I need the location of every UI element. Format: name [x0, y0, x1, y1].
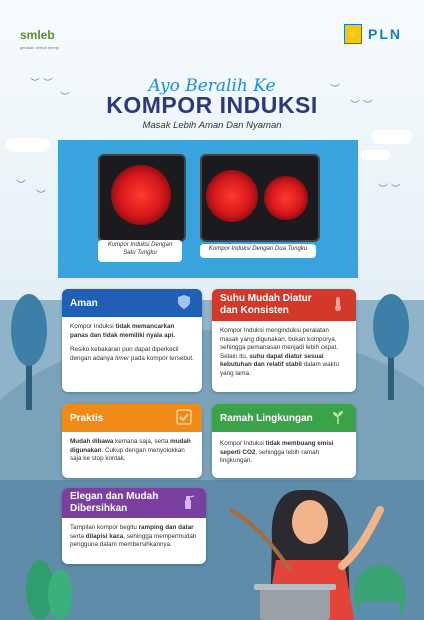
- card-praktis-header: [62, 404, 202, 432]
- card-praktis: [62, 404, 202, 478]
- card-aman-header: [62, 289, 202, 317]
- bird-icon: ︶: [330, 84, 340, 95]
- card-elegan-text: Tampilan kompor begitu ramping dan datar serta dilapisi kaca, sehingga mempermudah pengguna dalam membersihkannya.: [70, 524, 197, 548]
- card-aman-text: [70, 323, 194, 363]
- tree-right: [366, 290, 416, 400]
- spray-bottle-icon: [180, 494, 196, 510]
- page-subtitle: Masak Lebih Aman Dan Nyaman: [142, 120, 282, 131]
- hero-panel: [58, 140, 358, 278]
- burner: [111, 165, 171, 225]
- pln-logo: [344, 24, 402, 44]
- card-ramah: [212, 404, 356, 478]
- cloud: [360, 150, 390, 160]
- cloud: [372, 130, 412, 144]
- card-suhu-title: Suhu Mudah Diatur dan Konsisten: [220, 293, 312, 316]
- bird-icon: ︶ ︶: [30, 78, 53, 89]
- bird-icon: ︶: [36, 190, 46, 201]
- card-elegan-title: Elegan dan Mudah Dibersihkan: [70, 491, 159, 514]
- bird-icon: ︶: [60, 92, 70, 103]
- cook-illustration: [230, 470, 410, 620]
- shield-icon: [176, 294, 192, 310]
- control-panel: [228, 233, 308, 237]
- card-ramah-text: Kompor Induksi tidak membuang emisi seperti CO2, sehingga lebih ramah lingkungan.: [220, 440, 334, 464]
- burner: [206, 170, 258, 222]
- single-burner-stove: [98, 154, 186, 242]
- smleb-logo-text: smleb: [20, 28, 55, 42]
- title-script: Ayo Beralih Ke: [148, 76, 276, 96]
- thermometer-icon: [330, 296, 346, 312]
- caption-double-burner: Kompor Induksi Dengan Dua Tungku: [200, 244, 316, 258]
- card-aman-paragraph-1: Kompor Induksi tidak memancarkan panas dan tidak memiliki nyala api.: [70, 323, 175, 339]
- tree-left: [4, 290, 54, 410]
- caption-single-burner: Kompor Induksi Dengan Satu Tungku: [98, 240, 182, 262]
- burner: [264, 176, 308, 220]
- header: [0, 0, 424, 60]
- card-ramah-title: Ramah Lingkungan: [220, 412, 313, 424]
- lightning-icon: ⚡: [344, 24, 362, 44]
- card-suhu: [212, 289, 356, 392]
- page-title: KOMPOR INDUKSI: [106, 92, 318, 118]
- card-aman: [62, 289, 202, 392]
- plant-icon: [330, 409, 346, 425]
- bird-icon: ︶: [16, 180, 26, 191]
- bird-icon: ︶ ︶: [378, 184, 401, 195]
- check-icon: [176, 409, 192, 425]
- card-praktis-title: Praktis: [70, 412, 104, 424]
- cloud: [6, 138, 50, 152]
- card-suhu-header: [212, 289, 356, 321]
- pln-logo-text: PLN: [368, 26, 402, 42]
- card-praktis-text: Mudah dibawa kemana saja, serta mudah digunakan. Cukup dengan menyolokkan saja ke stop kontak.: [70, 438, 191, 462]
- smleb-logo: [20, 26, 64, 48]
- bird-icon: ︶ ︶: [350, 100, 373, 111]
- card-ramah-header: [212, 404, 356, 432]
- double-burner-stove: [200, 154, 320, 242]
- control-panel: [108, 233, 168, 237]
- card-aman-paragraph-2: Resiko kebakaran pun dapat diperkecil dengan adanya timer pada kompor tersebut.: [70, 346, 194, 362]
- card-elegan-header: [62, 488, 206, 518]
- smleb-logo-tagline: gerakan hemat energi: [20, 45, 59, 50]
- card-aman-title: Aman: [70, 297, 98, 309]
- card-elegan: [62, 488, 206, 564]
- card-suhu-text: Kompor Induksi menginduksi peralatan masak yang digunakan, bukan komporya, sehingga pemanasan menjadi lebih cepat. Selain itu, suhu dapat diatur sesuai kebutuhan dan relatif stabil dalam waktu yang lama.: [220, 327, 339, 377]
